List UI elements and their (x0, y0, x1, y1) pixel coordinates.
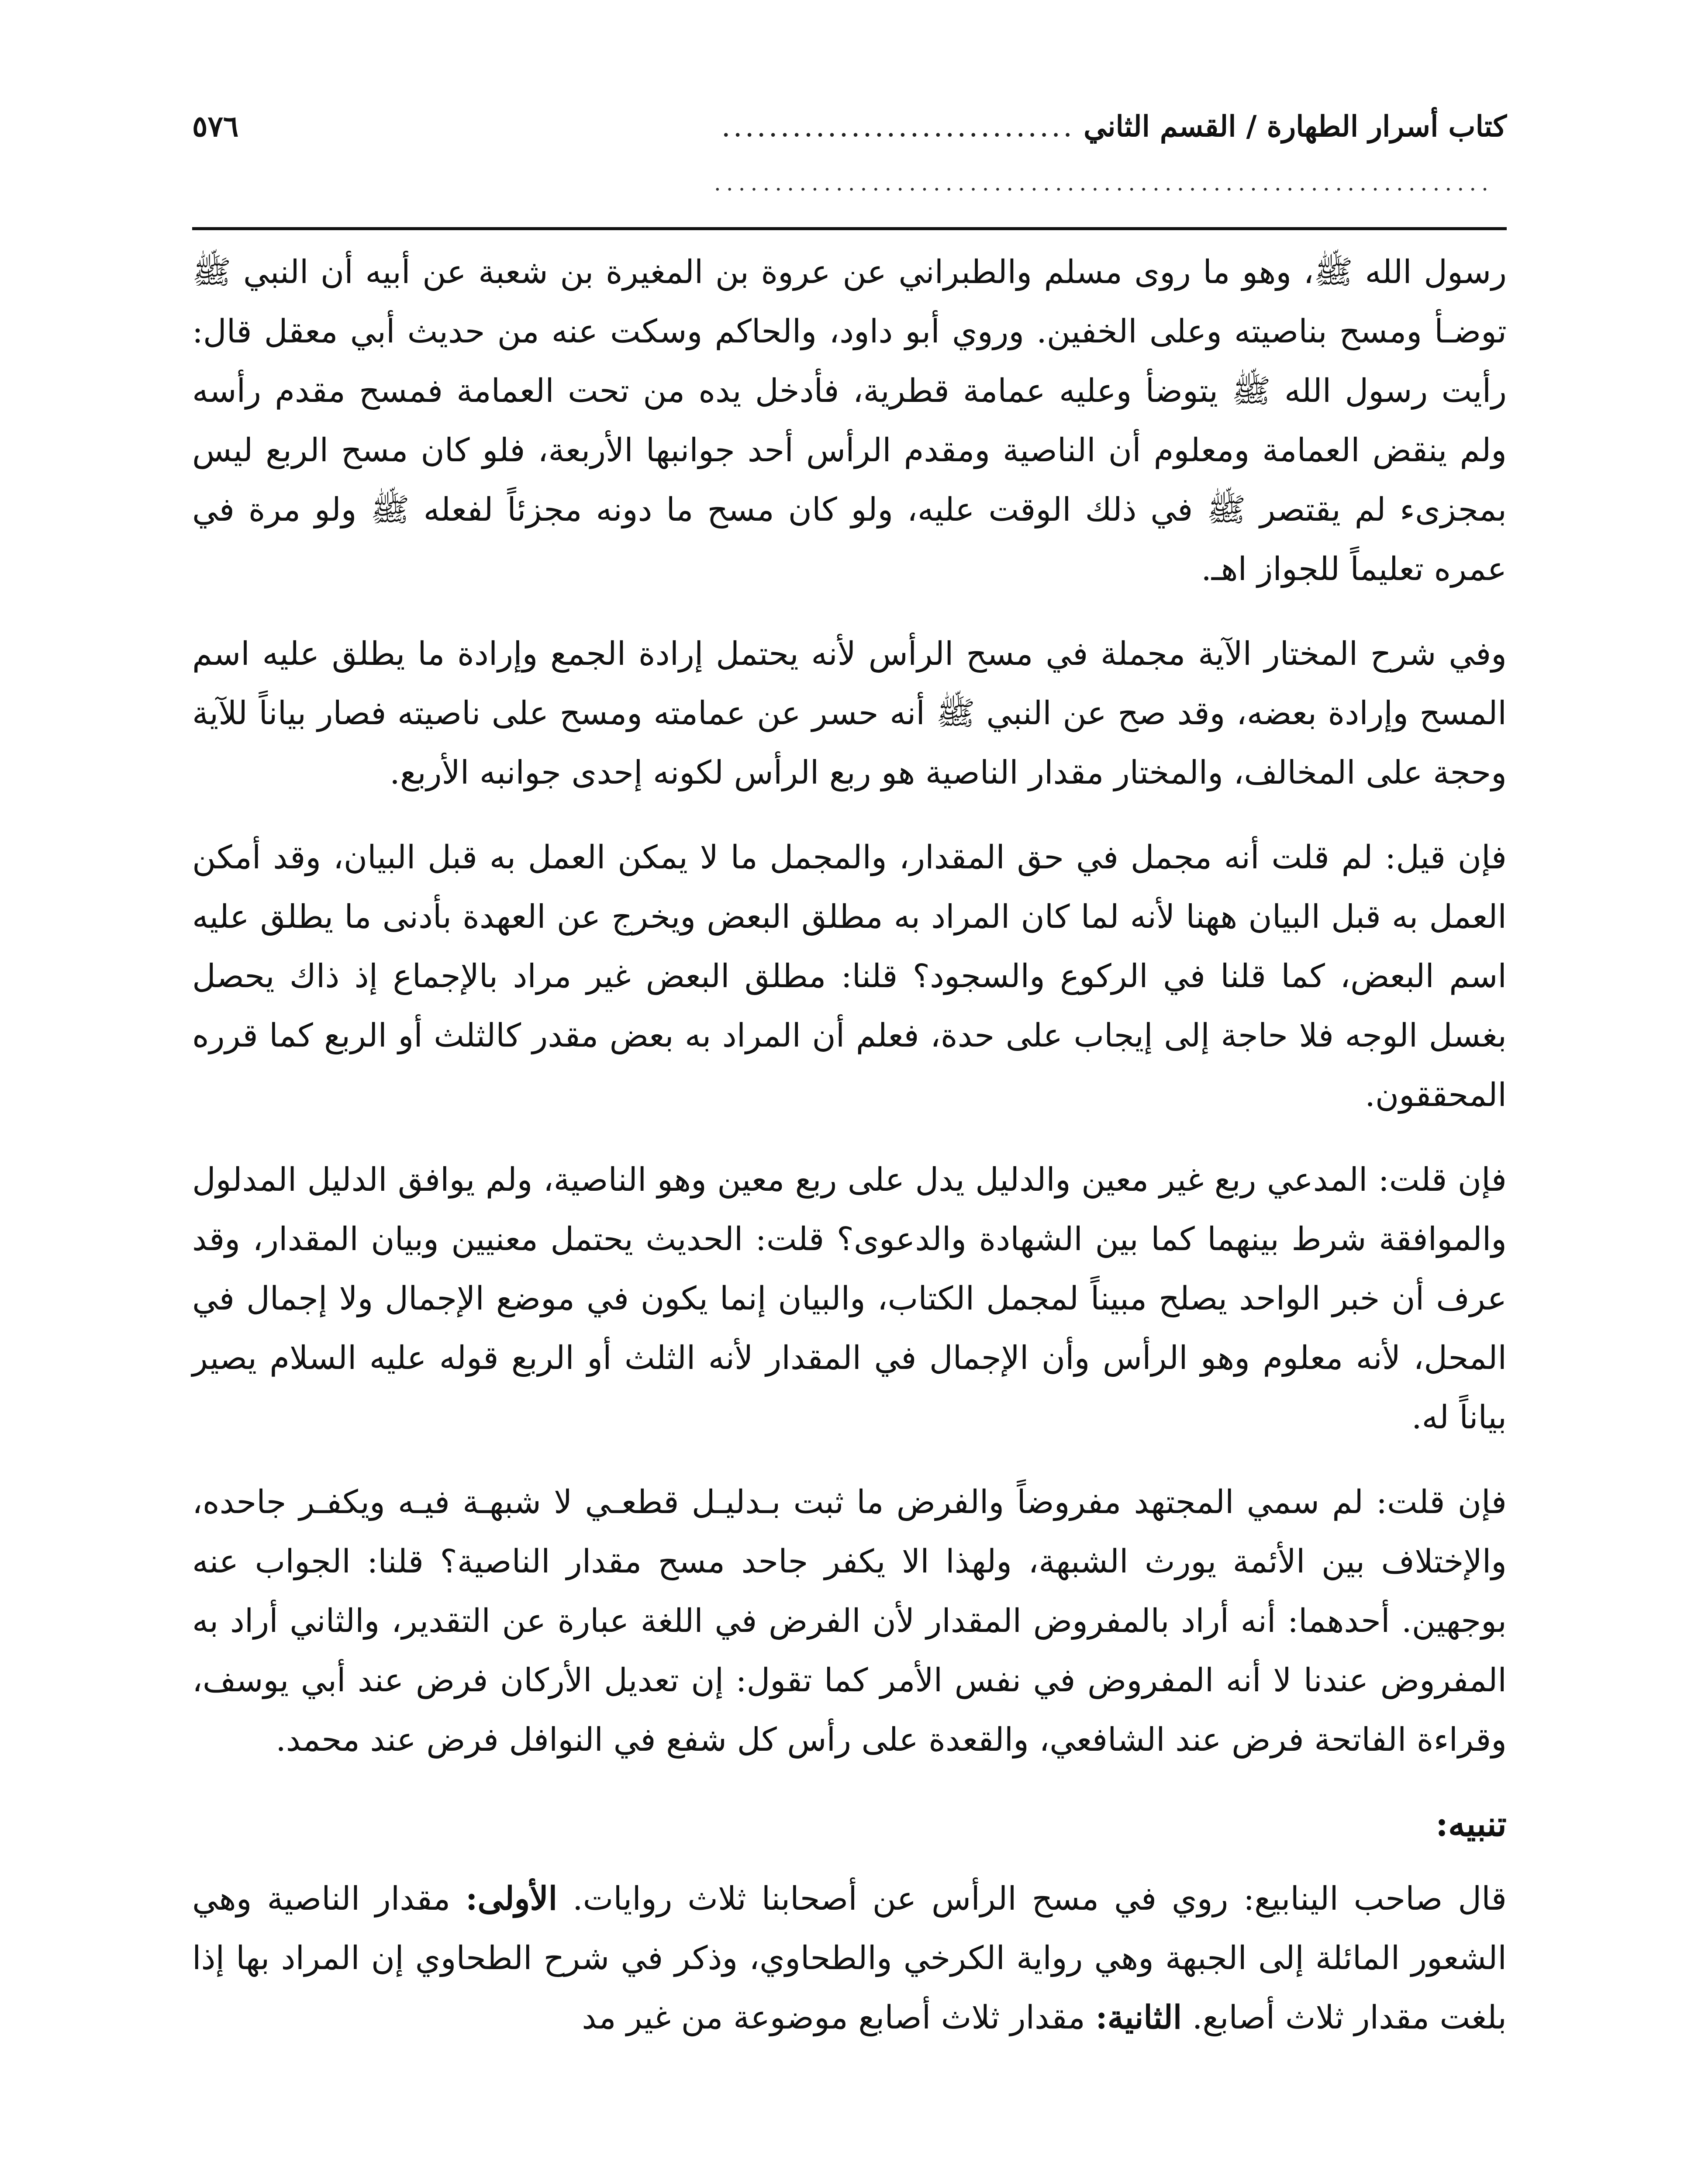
bold-term: الأولى: (466, 1880, 558, 1918)
dotted-separator: ................................................................ (714, 170, 1494, 196)
paragraph-text: قال صاحب الينابيع: روي في مسح الرأس عن أصحابنا ثلاث روايات. (573, 1880, 1507, 1918)
paragraph-text: مقدار ثلاث أصابع موضوعة من غير مد (582, 1999, 1085, 2036)
paragraph (192, 1869, 1507, 2047)
running-title: كتاب أسرار الطهارة / القسم الثاني (1084, 109, 1507, 143)
section-heading: تنبيه: (1436, 1804, 1507, 1844)
header-rule (192, 227, 1507, 230)
paragraph: وفي شرح المختار الآية مجملة في مسح الرأس لأنه يحتمل إرادة الجمع وإرادة ما يطلق عليه اسم المسح وإرادة بعضه، وقد صح عن النبي ﷺ أنه حسر عن عمامته ومسح على ناصيته فصار بياناً للآية وحجة على المخالف، والمختار مقدار الناصية هو ربع الرأس لكونه إحدى جوانبه الأربع. (192, 635, 1507, 791)
paragraph-text: مقدار الناصية وهي الشعور المائلة إلى الجبهة وهي رواية الكرخي والطحاوي، وذكر في شرح الطحاوي إن المراد بها إذا بلغت مقدار ثلاث أصابع. (192, 1880, 1507, 2036)
page-number: ٥٧٦ (192, 109, 239, 143)
header-dot-leader: .............................. (721, 110, 1075, 143)
bold-term: الثانية: (1095, 1999, 1182, 2036)
paragraph: فإن قلت: المدعي ربع غير معين والدليل يدل على ربع معين وهو الناصية، ولم يوافق الدليل المدلول والموافقة شرط بينهما كما بين الشهادة والدعوى؟ قلت: الحديث يحتمل معنيين وبيان المقدار، وقد عرف أن خبر الواحد يصلح مبيناً لمجمل الكتاب، والبيان إنما يكون في موضع الإجمال ولا إجمال في المحل، لأنه معلوم وهو الرأس وأن الإجمال في المقدار لأنه الثلث أو الربع قوله عليه السلام يصير بياناً له. (192, 1161, 1507, 1436)
paragraph: رسول الله ﷺ، وهو ما روى مسلم والطبراني عن عروة بن المغيرة بن شعبة عن أبيه أن النبي ﷺ توضـأ ومسح بناصيته وعلى الخفين. وروي أبو داود، والحاكم وسكت عنه من حديث أبي معقل قال: رأيت رسول الله ﷺ يتوضأ وعليه عمامة قطرية، فأدخل يده من تحت العمامة فمسح مقدم رأسه ولم ينقض العمامة ومعلوم أن الناصية ومقدم الرأس أحد جوانبها الأربعة، فلو كان مسح الربع ليس بمجزىء لم يقتصر ﷺ في ذلك الوقت عليه، ولو كان مسح ما دونه مجزئاً لفعله ﷺ ولو مرة في عمره تعليماً للجواز اهـ. (192, 253, 1507, 588)
paragraph: فإن قلت: لم سمي المجتهد مفروضاً والفرض ما ثبت بـدليـل قطعـي لا شبهـة فيـه ويكفـر جاحده، والإختلاف بين الأئمة يورث الشبهة، ولهذا الا يكفر جاحد مسح مقدار الناصية؟ قلنا: الجواب عنه بوجهين. أحدهما: أنه أراد بالمفروض المقدار لأن الفرض في اللغة عبارة عن التقدير، والثاني أراد به المفروض عندنا لا أنه المفروض في نفس الأمر كما تقول: إن تعديل الأركان فرض عند أبي يوسف، وقراءة الفاتحة فرض عند الشافعي، والقعدة على رأس كل شفع في النوافل فرض عند محمد. (192, 1483, 1507, 1759)
paragraph: فإن قيل: لم قلت أنه مجمل في حق المقدار، والمجمل ما لا يمكن العمل به قبل البيان، وقد أمكن العمل به قبل البيان ههنا لأنه لما كان المراد به مطلق البعض ويخرج عن العهدة بأدنى ما يطلق عليه اسم البعض، كما قلنا في الركوع والسجود؟ قلنا: مطلق البعض غير مراد بالإجماع إذ ذاك يحصل بغسل الوجه فلا حاجة إلى إيجاب على حدة، فعلم أن المراد به بعض مقدر كالثلث أو الربع كما قرره المحققون. (192, 839, 1507, 1114)
page-header (192, 109, 1507, 170)
body-text (192, 242, 1507, 2047)
book-page (192, 109, 1507, 2073)
